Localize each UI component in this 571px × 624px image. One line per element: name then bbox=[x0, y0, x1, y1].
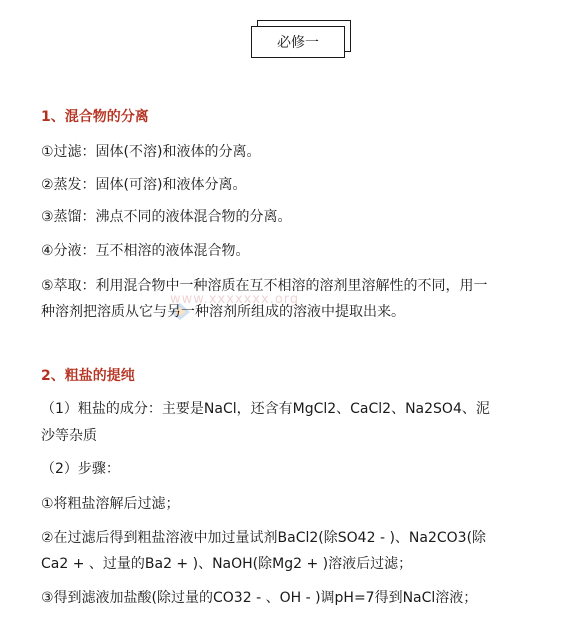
section-heading-1: 1、混合物的分离 bbox=[41, 109, 149, 125]
watermark-text: www.xxxxxxx.org bbox=[170, 292, 300, 307]
page-title: 必修一 bbox=[277, 35, 319, 51]
section-1-line-5: ⑤萃取：利用混合物中一种溶质在互不相溶的溶剂里溶解性的不同，用一 bbox=[41, 278, 488, 294]
section-1-line-1: ①过滤：固体(不溶)和液体的分离。 bbox=[41, 144, 261, 160]
section-2-line-2: 沙等杂质 bbox=[41, 428, 97, 444]
section-2-line-5: ②在过滤后得到粗盐溶液中加过量试剂BaCl2(除SO42 - )、Na2CO3(除 bbox=[41, 530, 487, 546]
section-1-line-6: 种溶剂把溶质从它与另一种溶剂所组成的溶液中提取出来。 bbox=[41, 304, 405, 320]
section-2-line-4: ①将粗盐溶解后过滤； bbox=[41, 496, 180, 512]
section-1-line-3: ③蒸馏：沸点不同的液体混合物的分离。 bbox=[41, 209, 292, 225]
section-2-line-1: （1）粗盐的成分：主要是NaCl，还含有MgCl2、CaCl2、Na2SO4、泥 bbox=[41, 401, 490, 417]
section-2-line-3: （2）步骤： bbox=[41, 461, 120, 477]
section-1-line-4: ④分液：互不相溶的液体混合物。 bbox=[41, 243, 250, 259]
section-heading-2: 2、粗盐的提纯 bbox=[41, 368, 135, 384]
section-2-line-6: Ca2 + 、过量的Ba2 + )、NaOH(除Mg2 + )溶液后过滤； bbox=[41, 556, 413, 572]
section-1-line-2: ②蒸发：固体(可溶)和液体分离。 bbox=[41, 177, 247, 193]
section-2-line-7: ③得到滤液加盐酸(除过量的CO32 - 、OH - )调pH=7得到NaCl溶液； bbox=[41, 590, 478, 606]
page-title-box bbox=[251, 26, 345, 58]
